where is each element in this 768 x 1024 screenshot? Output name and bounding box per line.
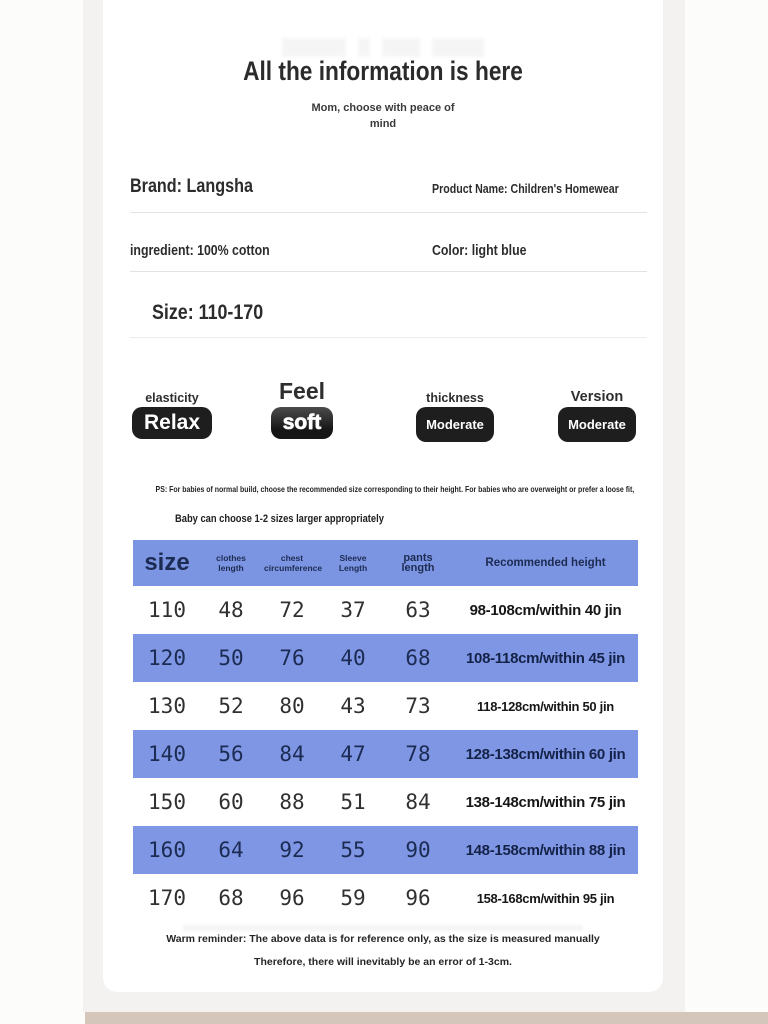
size-cell: 170 — [148, 886, 186, 910]
table-cell: 59 — [340, 886, 366, 910]
table-cell: 84 — [279, 742, 305, 766]
attribute-label: Version — [570, 389, 624, 405]
divider — [130, 337, 647, 338]
table-cell: 56 — [218, 742, 244, 766]
attribute-value-badge: soft — [271, 407, 334, 439]
table-cell: 78 — [405, 742, 431, 766]
table-row — [133, 682, 638, 730]
brand-label: Brand: Langsha — [130, 176, 253, 197]
size-table-header — [133, 540, 638, 586]
attribute-value-badge: Moderate — [558, 407, 636, 442]
column-header: Recommended height — [485, 557, 606, 569]
page-subtitle — [103, 100, 663, 132]
size-cell: 150 — [148, 790, 186, 814]
table-cell: 50 — [218, 646, 244, 670]
column-header: Sleeve Length — [338, 553, 368, 573]
attribute-value-badge: Relax — [132, 407, 212, 439]
size-table-body — [133, 586, 638, 922]
size-cell: 160 — [148, 838, 186, 862]
recommended-height-cell: 118-128cm/within 50 jin — [477, 698, 614, 714]
attribute-elasticity — [107, 371, 237, 439]
table-cell: 84 — [405, 790, 431, 814]
subtitle-line-1: Mom, choose with peace of — [311, 102, 455, 114]
table-cell: 73 — [405, 694, 431, 718]
attribute-version — [532, 371, 662, 442]
table-cell: 48 — [218, 598, 244, 622]
subtitle-line-2: mind — [369, 118, 397, 130]
ghost-watermark — [282, 38, 484, 57]
attribute-label: Feel — [278, 378, 326, 404]
size-cell: 140 — [148, 742, 186, 766]
ps-note — [103, 484, 663, 494]
table-cell: 92 — [279, 838, 305, 862]
table-cell: 43 — [340, 694, 366, 718]
table-cell: 80 — [279, 694, 305, 718]
color-label: Color: light blue — [432, 243, 527, 259]
attribute-feel — [237, 371, 367, 439]
table-cell: 47 — [340, 742, 366, 766]
warm-reminder-line-1: Warm reminder: The above data is for reference only, as the size is measured manually — [166, 933, 600, 945]
column-header: clothes length — [216, 553, 246, 573]
table-row — [133, 826, 638, 874]
table-cell: 90 — [405, 838, 431, 862]
attribute-label: thickness — [426, 391, 484, 405]
recommended-height-cell: 138-148cm/within 75 jin — [465, 793, 626, 811]
page-title: All the information is here — [243, 56, 523, 86]
table-row — [133, 586, 638, 634]
ps-note-line-2: Baby can choose 1-2 sizes larger appropriately — [175, 513, 384, 525]
warm-reminder-line-2: Therefore, there will inevitably be an error of 1-3cm. — [254, 956, 512, 968]
table-cell: 96 — [405, 886, 431, 910]
divider — [130, 212, 647, 213]
ps-note-line-1: PS: For babies of normal build, choose the recommended size corresponding to their height. For babies who are overweight or prefer a loose fit, — [155, 484, 635, 494]
recommended-height-cell: 98-108cm/within 40 jin — [469, 601, 622, 619]
table-cell: 60 — [218, 790, 244, 814]
table-cell: 55 — [340, 838, 366, 862]
table-row — [133, 730, 638, 778]
ghost-watermark-bottom — [183, 925, 583, 931]
attribute-thickness — [390, 371, 520, 442]
table-cell: 68 — [218, 886, 244, 910]
recommended-height-cell: 128-138cm/within 60 jin — [465, 745, 626, 763]
size-range-label: Size: 110-170 — [152, 301, 264, 324]
product-info-card — [103, 0, 663, 992]
column-header: pants length — [401, 552, 435, 574]
table-cell: 63 — [405, 598, 431, 622]
table-row — [133, 778, 638, 826]
divider — [130, 271, 647, 272]
ingredient-label: ingredient: 100% cotton — [130, 243, 270, 259]
recommended-height-cell: 158-168cm/within 95 jin — [476, 890, 615, 906]
table-row — [133, 634, 638, 682]
table-cell: 52 — [218, 694, 244, 718]
bottom-beige-strip — [85, 1012, 768, 1024]
size-table — [133, 540, 638, 922]
table-cell: 37 — [340, 598, 366, 622]
table-cell: 72 — [279, 598, 305, 622]
table-cell: 96 — [279, 886, 305, 910]
table-cell: 68 — [405, 646, 431, 670]
table-cell: 64 — [218, 838, 244, 862]
table-row — [133, 874, 638, 922]
table-cell: 51 — [340, 790, 366, 814]
table-cell: 88 — [279, 790, 305, 814]
column-header: size — [144, 549, 190, 576]
table-cell: 40 — [340, 646, 366, 670]
recommended-height-cell: 108-118cm/within 45 jin — [465, 649, 625, 667]
column-header: chest circumference — [264, 553, 323, 573]
size-cell: 120 — [148, 646, 186, 670]
table-cell: 76 — [279, 646, 305, 670]
product-name-label: Product Name: Children's Homewear — [432, 182, 619, 196]
attribute-value-badge: Moderate — [416, 407, 494, 442]
size-cell: 110 — [148, 598, 186, 622]
size-cell: 130 — [148, 694, 186, 718]
attribute-label: elasticity — [145, 391, 199, 405]
recommended-height-cell: 148-158cm/within 88 jin — [465, 841, 626, 859]
